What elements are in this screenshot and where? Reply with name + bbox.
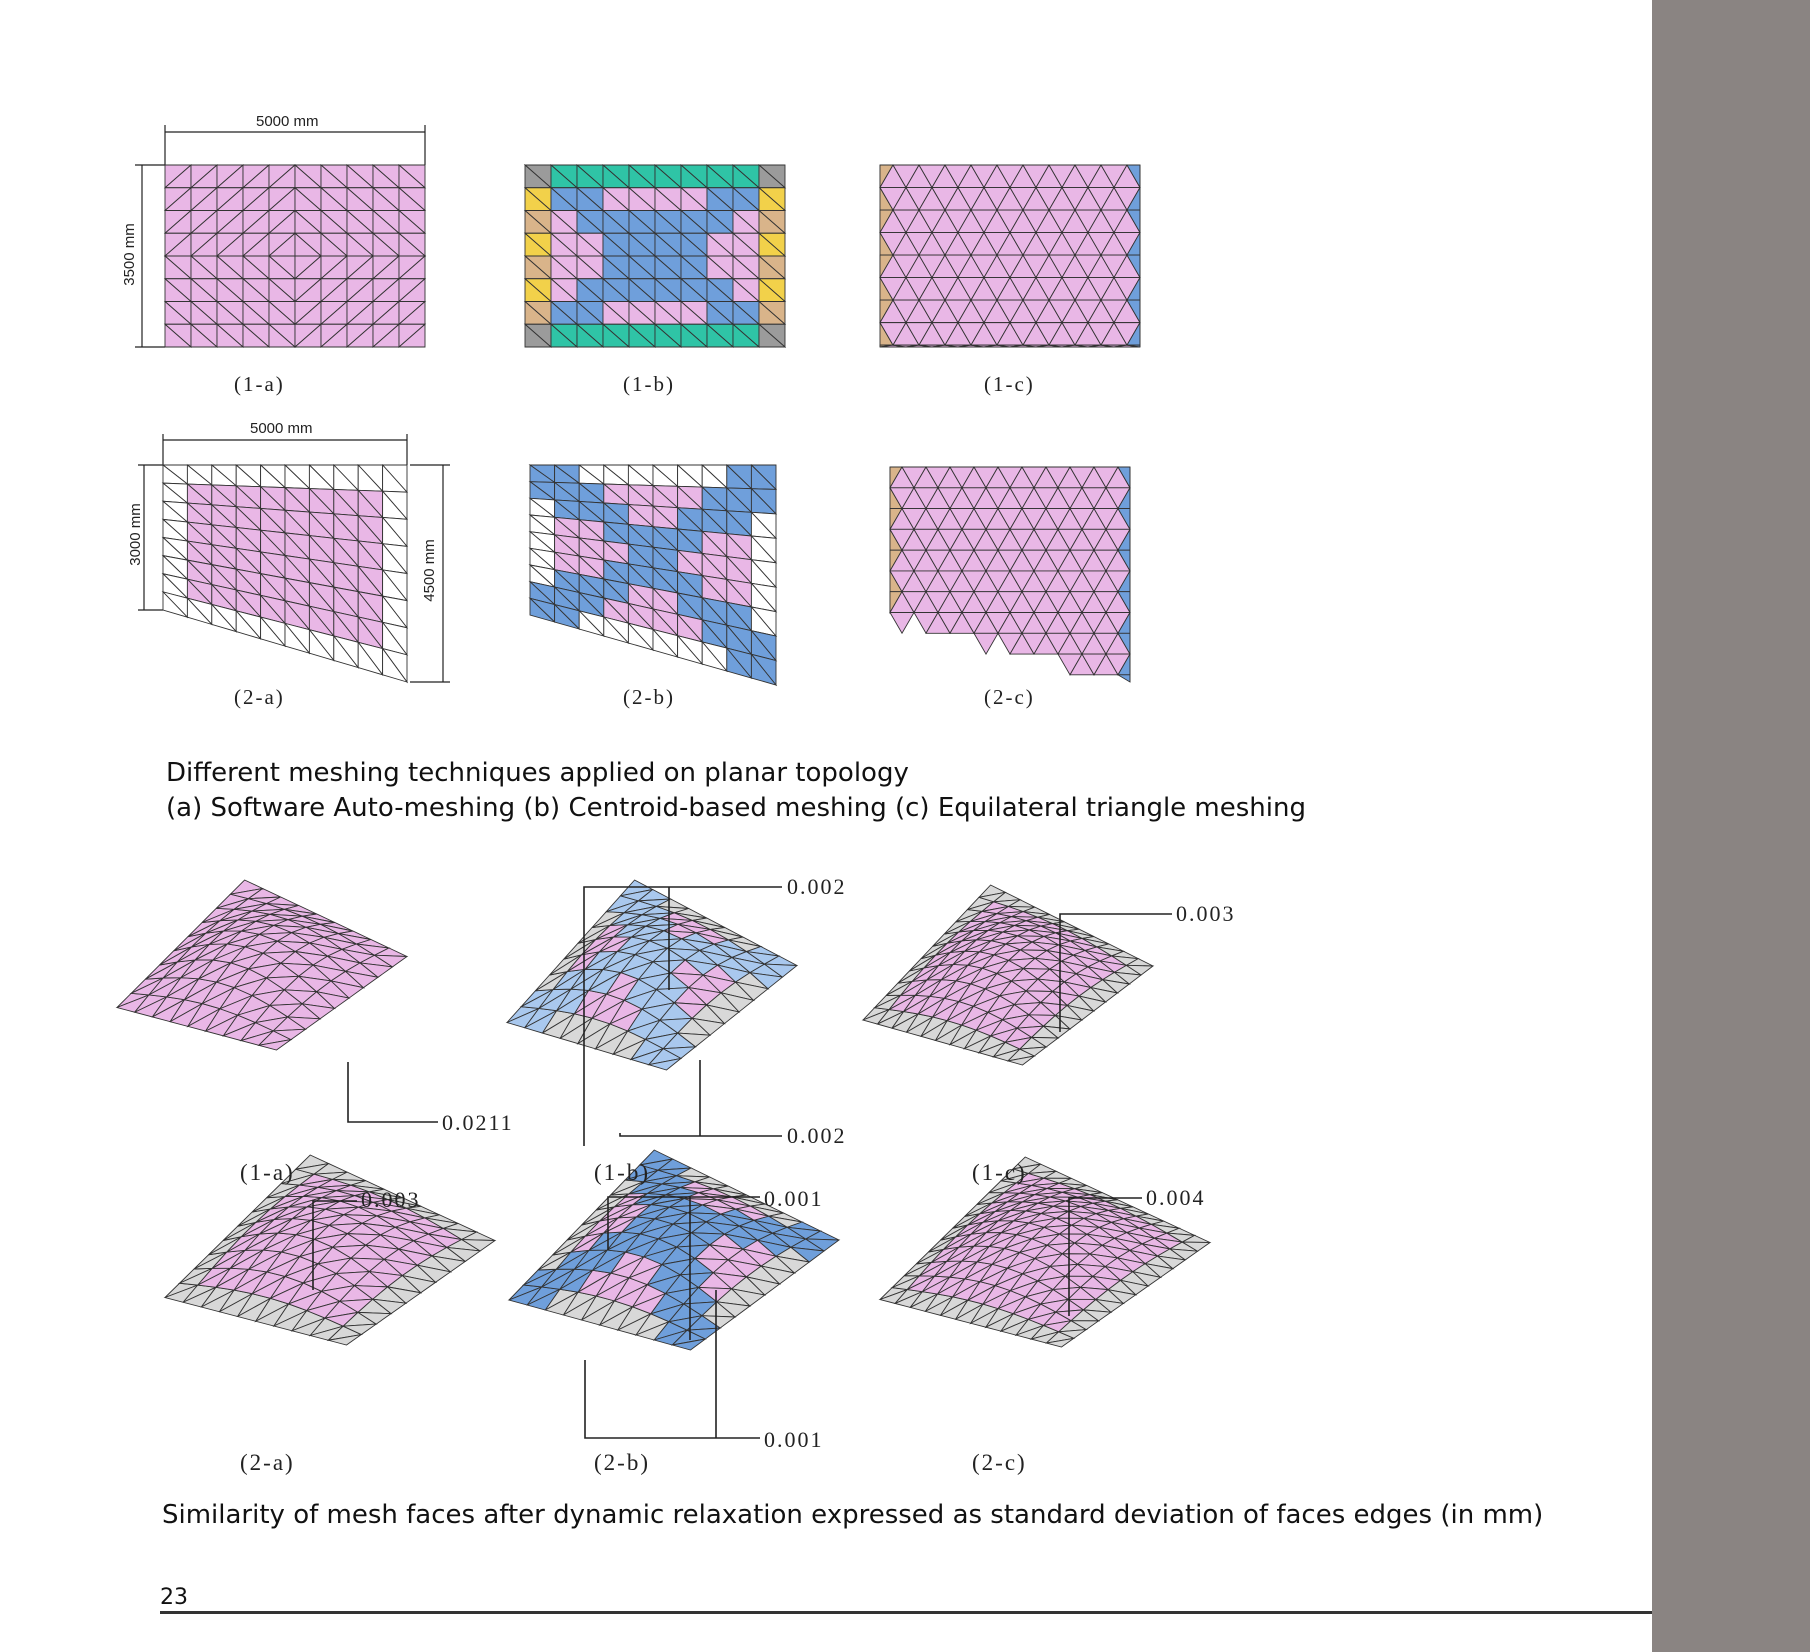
- label-top-2c: (2-c): [984, 685, 1035, 709]
- mesh-face: [974, 633, 998, 654]
- value-2b-bottom: 0.001: [764, 1427, 824, 1452]
- mesh-1c: [875, 160, 1145, 360]
- footer-rule: [160, 1611, 1652, 1614]
- relaxed-surfaces-figure: [0, 860, 1300, 1480]
- mesh-1b: [520, 160, 790, 360]
- value-2b-top: 0.001: [764, 1186, 824, 1211]
- label-bottom-1a: (1-a): [240, 1160, 295, 1185]
- caption-bottom: Similarity of mesh faces after dynamic relaxation expressed as standard deviation of faces edges (in mm): [162, 1500, 1544, 1530]
- label-bottom-1c: (1-c): [972, 1160, 1027, 1185]
- label-bottom-2a: (2-a): [240, 1450, 295, 1475]
- label-top-2b: (2-b): [623, 685, 675, 709]
- label-bottom-1b: (1-b): [594, 1160, 650, 1185]
- dim-height-2-left: 3000 mm: [126, 503, 144, 566]
- mesh-2c: [885, 462, 1145, 692]
- value-1b-bottom: 0.002: [787, 1123, 847, 1148]
- mesh-2a: [120, 430, 460, 700]
- page-number: 23: [160, 1585, 188, 1610]
- label-top-1c: (1-c): [984, 372, 1035, 396]
- dim-height-2-right: 4500 mm: [420, 539, 438, 602]
- mesh-face: [890, 612, 914, 633]
- dim-width-2: 5000 mm: [250, 420, 313, 437]
- value-1c: 0.003: [1176, 901, 1236, 926]
- mesh-2b: [525, 460, 785, 690]
- label-top-2a: (2-a): [234, 685, 285, 709]
- value-2a: 0.003: [361, 1187, 421, 1212]
- label-top-1b: (1-b): [623, 372, 675, 396]
- page-side-band: [1652, 0, 1810, 1652]
- dim-width-1: 5000 mm: [256, 113, 319, 130]
- caption-top-line1: Different meshing techniques applied on planar topology: [166, 758, 909, 788]
- dim-height-1: 3500 mm: [120, 223, 138, 286]
- caption-top-line2: (a) Software Auto-meshing (b) Centroid-based meshing (c) Equilateral triangle meshing: [166, 793, 1306, 823]
- label-bottom-2c: (2-c): [972, 1450, 1027, 1475]
- value-2c: 0.004: [1146, 1185, 1206, 1210]
- label-top-1a: (1-a): [234, 372, 285, 396]
- value-1a: 0.0211: [442, 1110, 514, 1135]
- label-bottom-2b: (2-b): [594, 1450, 650, 1475]
- mesh-face: [1118, 675, 1130, 682]
- mesh-1a: [120, 120, 440, 360]
- value-1b-top: 0.002: [787, 874, 847, 899]
